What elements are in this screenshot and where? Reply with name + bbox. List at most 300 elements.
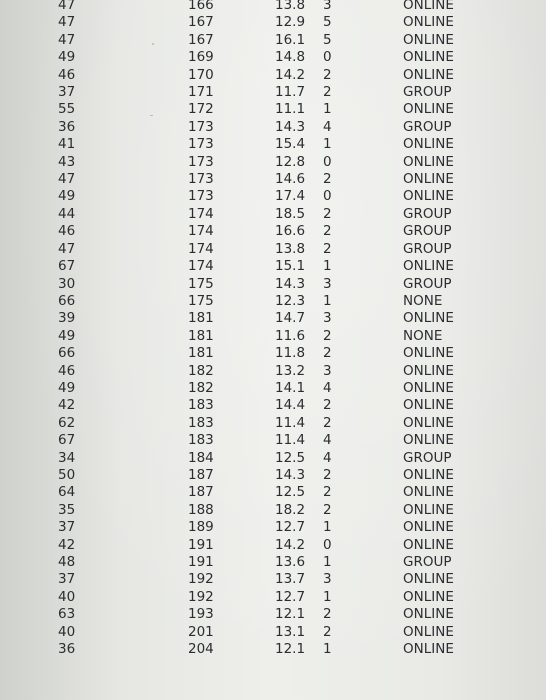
table-row — [0, 136, 493, 153]
table-row — [0, 276, 493, 293]
height-cell-text: 166 — [188, 0, 214, 13]
age-cell-text: 49 — [58, 327, 76, 344]
age-cell-text: 36 — [58, 118, 76, 135]
age-cell-text: 37 — [58, 571, 76, 588]
mode-cell-text: ONLINE — [403, 31, 454, 48]
mode-cell-text: GROUP — [403, 240, 452, 257]
table-row — [0, 328, 493, 345]
height-cell — [142, 119, 237, 136]
age-cell-text: 46 — [58, 66, 76, 83]
age-cell-text: 44 — [58, 205, 76, 222]
value-cell-text: 12.5 — [275, 484, 306, 501]
value-cell-text: 13.6 — [275, 554, 306, 570]
height-cell — [142, 171, 237, 188]
age-cell — [0, 293, 142, 310]
value-cell — [237, 624, 323, 641]
mode-cell — [403, 276, 493, 293]
value-cell-text: 13.7 — [275, 571, 306, 588]
count-cell-text: 2 — [323, 345, 332, 362]
table-row — [0, 0, 493, 14]
height-cell-text: 192 — [188, 571, 214, 588]
age-cell — [0, 223, 142, 240]
count-cell — [323, 276, 403, 293]
count-cell — [323, 49, 403, 66]
value-cell-text: 11.8 — [275, 345, 306, 362]
age-cell-text: 46 — [58, 362, 76, 379]
value-cell-text: 11.6 — [275, 327, 306, 344]
height-cell-text: 193 — [188, 606, 214, 623]
age-cell — [0, 606, 142, 623]
mode-cell — [403, 188, 493, 205]
value-cell — [237, 223, 323, 240]
count-cell — [323, 84, 403, 101]
value-cell — [237, 450, 323, 467]
mode-cell — [403, 624, 493, 641]
value-cell — [237, 276, 323, 293]
height-cell — [142, 101, 237, 118]
age-cell-text: 64 — [58, 484, 76, 501]
value-cell — [237, 258, 323, 275]
height-cell-text: 181 — [188, 310, 214, 327]
age-cell-text: 37 — [58, 519, 76, 536]
age-cell — [0, 363, 142, 380]
mode-cell — [403, 397, 493, 414]
count-cell-text: 1 — [323, 136, 332, 153]
value-cell — [237, 397, 323, 414]
count-cell-text: 5 — [323, 31, 332, 48]
count-cell — [323, 502, 403, 519]
age-cell — [0, 154, 142, 171]
count-cell — [323, 188, 403, 205]
mode-cell — [403, 571, 493, 588]
height-cell-text: 187 — [188, 484, 214, 501]
height-cell-text: 175 — [188, 292, 214, 309]
count-cell — [323, 310, 403, 327]
count-cell — [323, 101, 403, 118]
table-row — [0, 624, 493, 641]
mode-cell — [403, 154, 493, 171]
count-cell-text: 3 — [323, 571, 332, 588]
age-cell — [0, 415, 142, 432]
table-row — [0, 32, 493, 49]
count-cell-text: 2 — [323, 240, 332, 257]
mode-cell — [403, 554, 493, 571]
mode-cell-text: GROUP — [403, 118, 452, 135]
age-cell-text: 66 — [58, 292, 76, 309]
height-cell-text: 189 — [188, 519, 214, 536]
height-cell — [142, 188, 237, 205]
height-cell-text: 173 — [188, 188, 214, 205]
count-cell-text: 2 — [323, 606, 332, 623]
age-cell-text: 49 — [58, 188, 76, 205]
table-row — [0, 154, 493, 171]
table-row — [0, 589, 493, 606]
value-cell-text: 12.7 — [275, 588, 306, 605]
height-cell-text: 191 — [188, 554, 214, 570]
value-cell-text: 17.4 — [275, 188, 306, 205]
height-cell-text: 191 — [188, 536, 214, 553]
mode-cell — [403, 101, 493, 118]
count-cell-text: 1 — [323, 519, 332, 536]
height-cell — [142, 624, 237, 641]
count-cell — [323, 363, 403, 380]
age-cell — [0, 101, 142, 118]
count-cell-text: 2 — [323, 171, 332, 188]
value-cell-text: 14.2 — [275, 66, 306, 83]
value-cell-text: 14.7 — [275, 310, 306, 327]
height-cell-text: 184 — [188, 449, 214, 466]
mode-cell-text: ONLINE — [403, 258, 454, 275]
age-cell-text: 49 — [58, 49, 76, 66]
age-cell-text: 48 — [58, 554, 76, 570]
count-cell — [323, 328, 403, 345]
age-cell-text: 42 — [58, 536, 76, 553]
height-cell — [142, 363, 237, 380]
mode-cell-text: ONLINE — [403, 501, 454, 518]
age-cell — [0, 171, 142, 188]
height-cell-text: 183 — [188, 414, 214, 431]
height-cell-text: 172 — [188, 101, 214, 118]
height-cell — [142, 49, 237, 66]
age-cell-text: 47 — [58, 14, 76, 31]
table-row — [0, 571, 493, 588]
value-cell — [237, 467, 323, 484]
mode-cell — [403, 363, 493, 380]
count-cell — [323, 589, 403, 606]
age-cell-text: 36 — [58, 641, 76, 658]
age-cell — [0, 0, 142, 14]
mode-cell — [403, 49, 493, 66]
count-cell-text: 1 — [323, 588, 332, 605]
age-cell — [0, 571, 142, 588]
height-cell — [142, 223, 237, 240]
value-cell — [237, 14, 323, 31]
height-cell-text: 169 — [188, 49, 214, 66]
value-cell-text: 15.4 — [275, 136, 306, 153]
count-cell — [323, 32, 403, 49]
height-cell — [142, 241, 237, 258]
table-row — [0, 241, 493, 258]
mode-cell-text: ONLINE — [403, 345, 454, 362]
count-cell — [323, 136, 403, 153]
height-cell-text: 173 — [188, 171, 214, 188]
height-cell-text: 171 — [188, 84, 214, 101]
mode-cell-text: ONLINE — [403, 153, 454, 170]
value-cell — [237, 241, 323, 258]
age-cell — [0, 14, 142, 31]
table-row — [0, 380, 493, 397]
count-cell-text: 3 — [323, 310, 332, 327]
value-cell — [237, 589, 323, 606]
age-cell — [0, 67, 142, 84]
height-cell — [142, 537, 237, 554]
height-cell — [142, 467, 237, 484]
count-cell-text: 2 — [323, 84, 332, 101]
count-cell — [323, 206, 403, 223]
value-cell-text: 12.9 — [275, 14, 306, 31]
age-cell — [0, 206, 142, 223]
age-cell-text: 47 — [58, 240, 76, 257]
count-cell — [323, 293, 403, 310]
mode-cell — [403, 241, 493, 258]
count-cell — [323, 537, 403, 554]
height-cell-text: 181 — [188, 345, 214, 362]
mode-cell — [403, 450, 493, 467]
value-cell-text: 14.8 — [275, 49, 306, 66]
value-cell — [237, 49, 323, 66]
height-cell — [142, 154, 237, 171]
value-cell — [237, 641, 323, 658]
mode-cell-text: ONLINE — [403, 171, 454, 188]
value-cell-text: 14.2 — [275, 536, 306, 553]
mode-cell — [403, 502, 493, 519]
age-cell-text: 40 — [58, 588, 76, 605]
mode-cell-text: ONLINE — [403, 588, 454, 605]
count-cell-text: 2 — [323, 66, 332, 83]
age-cell-text: 55 — [58, 101, 76, 118]
mode-cell — [403, 328, 493, 345]
height-cell — [142, 554, 237, 571]
age-cell-text: 47 — [58, 0, 76, 13]
age-cell-text: 49 — [58, 379, 76, 396]
count-cell — [323, 258, 403, 275]
height-cell — [142, 14, 237, 31]
table-row — [0, 293, 493, 310]
age-cell — [0, 380, 142, 397]
value-cell — [237, 519, 323, 536]
mode-cell-text: ONLINE — [403, 397, 454, 414]
mode-cell — [403, 589, 493, 606]
age-cell — [0, 397, 142, 414]
count-cell — [323, 380, 403, 397]
count-cell — [323, 484, 403, 501]
value-cell — [237, 415, 323, 432]
height-cell-text: 187 — [188, 466, 214, 483]
count-cell-text: 2 — [323, 205, 332, 222]
height-cell — [142, 0, 237, 14]
mode-cell — [403, 484, 493, 501]
mode-cell-text: GROUP — [403, 223, 452, 240]
count-cell-text: 2 — [323, 501, 332, 518]
mode-cell-text: ONLINE — [403, 414, 454, 431]
count-cell — [323, 641, 403, 658]
age-cell-text: 40 — [58, 623, 76, 640]
mode-cell-text: ONLINE — [403, 310, 454, 327]
value-cell — [237, 154, 323, 171]
age-cell — [0, 276, 142, 293]
height-cell-text: 182 — [188, 379, 214, 396]
count-cell-text: 1 — [323, 292, 332, 309]
height-cell — [142, 310, 237, 327]
table-row — [0, 397, 493, 414]
mode-cell — [403, 467, 493, 484]
count-cell — [323, 119, 403, 136]
value-cell-text: 12.8 — [275, 153, 306, 170]
table-row — [0, 502, 493, 519]
count-cell-text: 0 — [323, 536, 332, 553]
height-cell — [142, 328, 237, 345]
height-cell-text: 174 — [188, 240, 214, 257]
mode-cell-text: ONLINE — [403, 606, 454, 623]
table-row — [0, 101, 493, 118]
age-cell-text: 50 — [58, 466, 76, 483]
mode-cell-text: NONE — [403, 327, 443, 344]
height-cell-text: 201 — [188, 623, 214, 640]
age-cell-text: 39 — [58, 310, 76, 327]
mode-cell — [403, 345, 493, 362]
count-cell-text: 0 — [323, 153, 332, 170]
value-cell — [237, 502, 323, 519]
height-cell — [142, 606, 237, 623]
mode-cell-text: NONE — [403, 292, 443, 309]
count-cell-text: 2 — [323, 484, 332, 501]
value-cell — [237, 606, 323, 623]
mode-cell-text: ONLINE — [403, 136, 454, 153]
table-row — [0, 223, 493, 240]
mode-cell-text: ONLINE — [403, 484, 454, 501]
count-cell — [323, 345, 403, 362]
value-cell-text: 13.1 — [275, 623, 306, 640]
table-row — [0, 467, 493, 484]
count-cell — [323, 606, 403, 623]
height-cell — [142, 293, 237, 310]
value-cell-text: 11.1 — [275, 101, 306, 118]
height-cell-text: 192 — [188, 588, 214, 605]
height-cell — [142, 380, 237, 397]
count-cell-text: 4 — [323, 449, 332, 466]
value-cell — [237, 67, 323, 84]
value-cell-text: 11.4 — [275, 432, 306, 449]
mode-cell-text: ONLINE — [403, 571, 454, 588]
age-cell — [0, 554, 142, 571]
mode-cell-text: ONLINE — [403, 623, 454, 640]
value-cell-text: 11.4 — [275, 414, 306, 431]
age-cell — [0, 537, 142, 554]
mode-cell-text: ONLINE — [403, 536, 454, 553]
height-cell — [142, 345, 237, 362]
age-cell — [0, 84, 142, 101]
count-cell-text: 2 — [323, 397, 332, 414]
value-cell-text: 14.3 — [275, 275, 306, 292]
count-cell — [323, 223, 403, 240]
age-cell — [0, 450, 142, 467]
mode-cell-text: ONLINE — [403, 432, 454, 449]
count-cell — [323, 432, 403, 449]
age-cell — [0, 484, 142, 501]
value-cell — [237, 293, 323, 310]
count-cell-text: 2 — [323, 466, 332, 483]
height-cell — [142, 502, 237, 519]
mode-cell — [403, 415, 493, 432]
count-cell-text: 2 — [323, 414, 332, 431]
height-cell-text: 173 — [188, 136, 214, 153]
age-cell-text: 47 — [58, 171, 76, 188]
age-cell-text: 67 — [58, 432, 76, 449]
table-row — [0, 188, 493, 205]
value-cell — [237, 136, 323, 153]
value-cell-text: 12.5 — [275, 449, 306, 466]
height-cell-text: 173 — [188, 153, 214, 170]
count-cell-text: 4 — [323, 432, 332, 449]
height-cell-text: 167 — [188, 31, 214, 48]
height-cell-text: 183 — [188, 397, 214, 414]
count-cell-text: 5 — [323, 14, 332, 31]
mode-cell-text: GROUP — [403, 205, 452, 222]
value-cell-text: 12.3 — [275, 292, 306, 309]
age-cell — [0, 467, 142, 484]
value-cell-text: 16.6 — [275, 223, 306, 240]
height-cell — [142, 450, 237, 467]
mode-cell-text: ONLINE — [403, 66, 454, 83]
height-cell-text: 174 — [188, 205, 214, 222]
height-cell — [142, 84, 237, 101]
value-cell-text: 12.7 — [275, 519, 306, 536]
age-cell — [0, 624, 142, 641]
count-cell-text: 4 — [323, 379, 332, 396]
height-cell — [142, 432, 237, 449]
mode-cell-text: ONLINE — [403, 641, 454, 658]
mode-cell — [403, 171, 493, 188]
value-cell — [237, 119, 323, 136]
value-cell — [237, 310, 323, 327]
age-cell — [0, 328, 142, 345]
table-row — [0, 171, 493, 188]
value-cell — [237, 101, 323, 118]
mode-cell — [403, 14, 493, 31]
mode-cell — [403, 119, 493, 136]
value-cell — [237, 537, 323, 554]
mode-cell — [403, 432, 493, 449]
mode-cell — [403, 206, 493, 223]
count-cell-text: 3 — [323, 0, 332, 13]
age-cell — [0, 432, 142, 449]
count-cell-text: 2 — [323, 223, 332, 240]
age-cell-text: 41 — [58, 136, 76, 153]
mode-cell — [403, 0, 493, 14]
mode-cell — [403, 380, 493, 397]
value-cell-text: 14.3 — [275, 466, 306, 483]
value-cell-text: 18.2 — [275, 501, 306, 518]
value-cell-text: 15.1 — [275, 258, 306, 275]
mode-cell — [403, 293, 493, 310]
count-cell-text: 1 — [323, 101, 332, 118]
age-cell-text: 30 — [58, 275, 76, 292]
height-cell-text: 204 — [188, 641, 214, 658]
table-row — [0, 415, 493, 432]
count-cell-text: 3 — [323, 362, 332, 379]
mode-cell-text: ONLINE — [403, 0, 454, 13]
count-cell — [323, 415, 403, 432]
count-cell — [323, 554, 403, 571]
height-cell-text: 181 — [188, 327, 214, 344]
value-cell-text: 13.8 — [275, 0, 306, 13]
mode-cell — [403, 641, 493, 658]
value-cell-text: 14.3 — [275, 118, 306, 135]
count-cell-text: 0 — [323, 49, 332, 66]
mode-cell-text: ONLINE — [403, 519, 454, 536]
table-row — [0, 49, 493, 66]
mode-cell-text: ONLINE — [403, 101, 454, 118]
height-cell — [142, 136, 237, 153]
age-cell-text: 42 — [58, 397, 76, 414]
value-cell — [237, 171, 323, 188]
count-cell — [323, 241, 403, 258]
height-cell — [142, 589, 237, 606]
count-cell — [323, 154, 403, 171]
table-row — [0, 14, 493, 31]
count-cell — [323, 14, 403, 31]
height-cell — [142, 258, 237, 275]
